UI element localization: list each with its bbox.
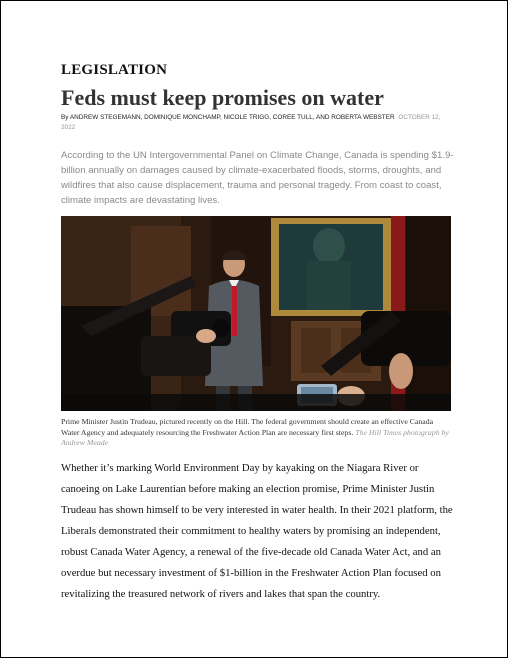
lede-paragraph: According to the UN Intergovernmental Panel on Climate Change, Canada is spending $1.9-billion annually on damages caused by climate-exacerbated floods, storms, droughts, and wildfires that also cause displacement, trauma and personal tragedy. From coast to coast, climate impacts are devastating lives. bbox=[61, 150, 454, 206]
article-content bbox=[61, 61, 456, 605]
section-label: LEGISLATION bbox=[61, 62, 168, 78]
caption-text: Prime Minister Justin Trudeau, pictured recently on the Hill. The federal government should create an effective Canada Water Agency and adequately resourcing the Freshwater Action Plan are necessary first steps. bbox=[61, 417, 434, 437]
photo-illustration bbox=[61, 216, 451, 411]
photo-credit: The Hill Times photograph by Andrew Meade bbox=[61, 427, 449, 447]
body-paragraph: Whether it’s marking World Environment Day by kayaking on the Niagara River or canoeing on Lake Laurentian before making an election promise, Prime Minister Justin Trudeau has shown himself to be very interested in water health. In their 2021 platform, the Liberals demonstrated their commitment to healthy waters by promising an independent, robust Canada Water Agency, a renewal of the five-decade old Canada Water Act, and an overdue but necessary investment of $1-billion in the Freshwater Action Plan focused on revitalizing the treasured network of rivers and lakes that span the country. bbox=[61, 461, 453, 600]
article-photo bbox=[61, 216, 451, 411]
byline-prefix: By bbox=[61, 114, 69, 121]
byline bbox=[61, 113, 456, 133]
byline-authors: ANDREW STEGEMANN, DOMINIQUE MONCHAMP, NICOLE TRIGG, COREE TULL, AND ROBERTA WEBSTER bbox=[69, 114, 395, 121]
photo-caption bbox=[61, 417, 453, 449]
publish-date: OCTOBER 12, 2022 bbox=[61, 114, 441, 131]
headline: Feds must keep promises on water bbox=[61, 85, 384, 110]
